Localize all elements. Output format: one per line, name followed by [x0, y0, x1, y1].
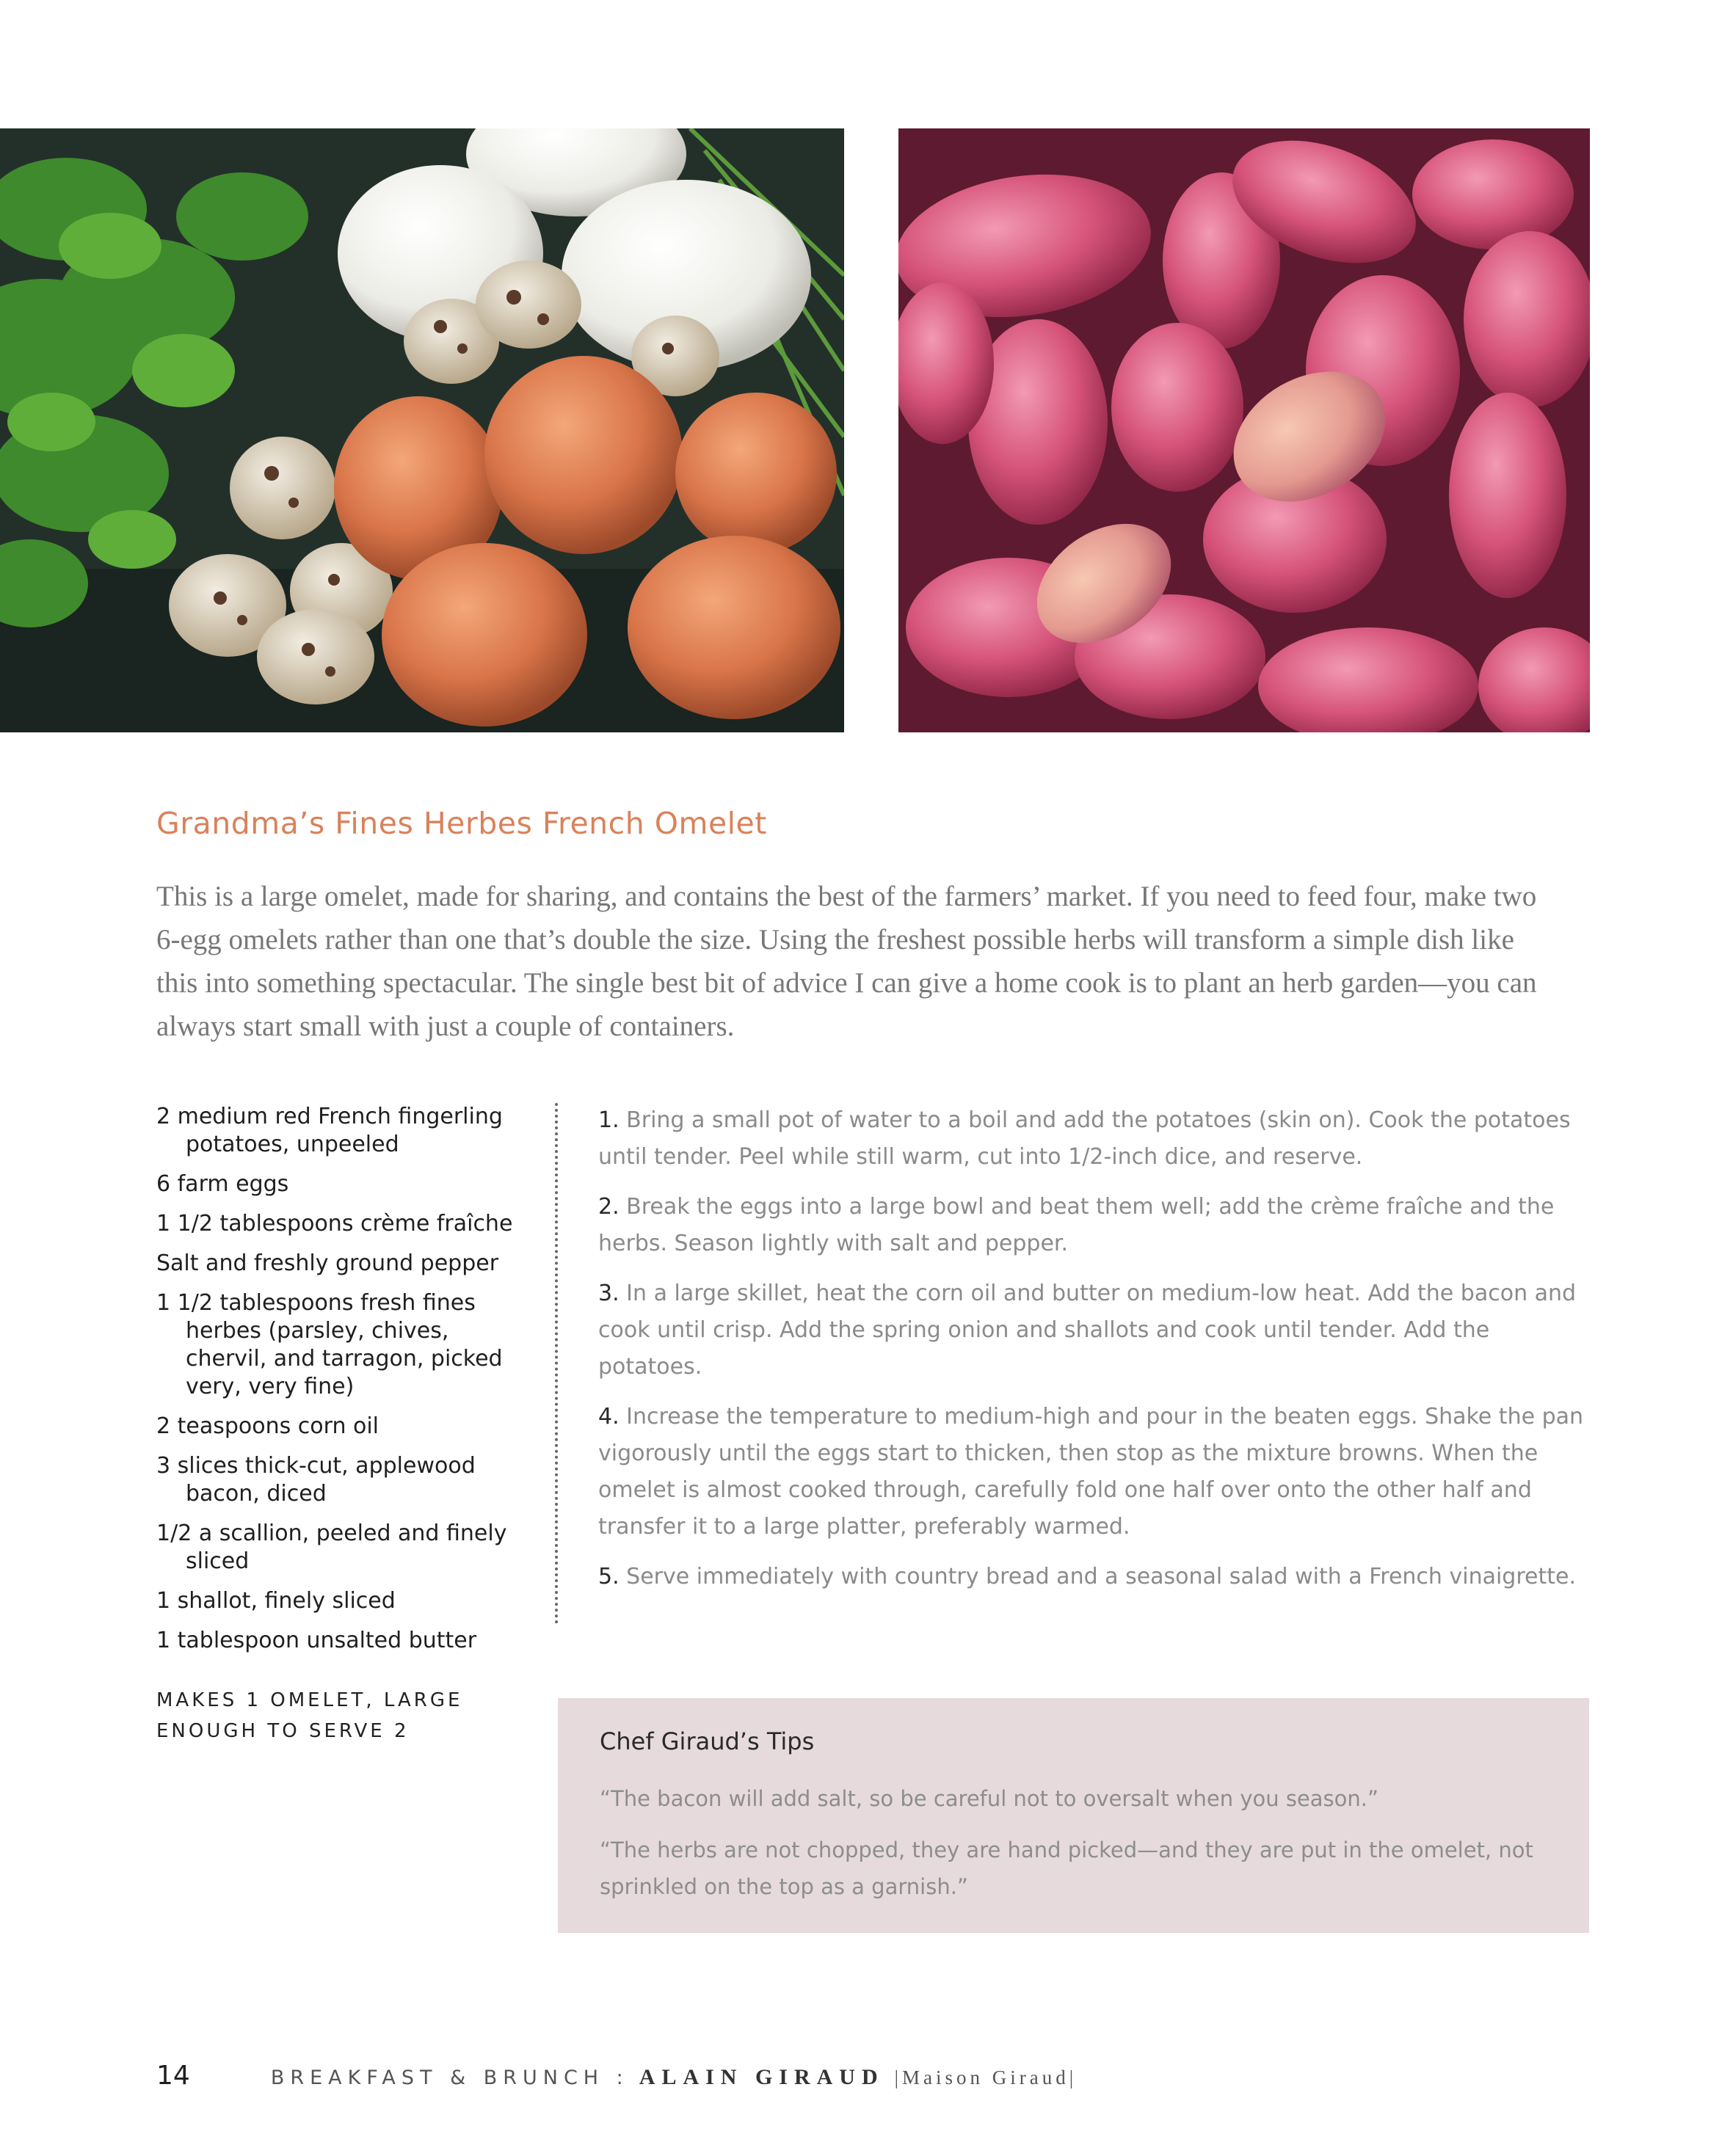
running-head-author: ALAIN GIRAUD [639, 2065, 884, 2089]
ingredient-item: 1 1/2 tablespoons fresh fines herbes (parsley, chives, chervil, and tarragon, picked very, very fine) [156, 1290, 503, 1399]
step-text: Bring a small pot of water to a boil and add the potatoes (skin on). Cook the potatoes until tender. Peel while still warm, cut into 1/2-inch dice, and reserve. [598, 1107, 1571, 1170]
ingredient-item: 1 1/2 tablespoons crème fraîche [156, 1211, 513, 1237]
page-number: 14 [156, 2061, 190, 2091]
ingredient-item: 3 slices thick-cut, applewood bacon, diced [156, 1453, 476, 1507]
ingredient-item: 6 farm eggs [156, 1171, 289, 1197]
ingredient-item: 1/2 a scallion, peeled and finely sliced [156, 1521, 507, 1574]
step-number: 5. [598, 1564, 620, 1589]
step-text: Serve immediately with country bread and a seasonal salad with a French vinaigrette. [626, 1564, 1576, 1589]
method-step [598, 1275, 1593, 1385]
method-step [598, 1399, 1593, 1545]
chef-tips-box [558, 1698, 1589, 1933]
recipe-yield: MAKES 1 OMELET, LARGE ENOUGH TO SERVE 2 [156, 1689, 463, 1742]
red-potatoes-photo [898, 128, 1590, 732]
eggs-and-herbs-photo [0, 128, 844, 732]
ingredient-item: 2 teaspoons corn oil [156, 1413, 379, 1439]
method-step [598, 1559, 1593, 1595]
ingredient-item: 1 tablespoon unsalted butter [156, 1628, 477, 1653]
ingredient-item: Salt and freshly ground pepper [156, 1250, 499, 1276]
step-number: 1. [598, 1107, 620, 1133]
step-text: Increase the temperature to medium-high and pour in the beaten eggs. Shake the pan vigorously until the eggs start to thicken, then stop as the mixture browns. When the omelet is almost cooked through, carefully fold one half over onto the other half and transfer it to a large platter, preferably warmed. [598, 1404, 1584, 1540]
step-text: In a large skillet, heat the corn oil and butter on medium-low heat. Add the bacon and cook until crisp. Add the spring onion and shallots and cook until tender. Add the potatoes. [598, 1281, 1577, 1380]
step-number: 4. [598, 1404, 620, 1430]
method-step [598, 1189, 1593, 1262]
step-text: Break the eggs into a large bowl and beat them well; add the crème fraîche and the herbs. Season lightly with salt and pepper. [598, 1194, 1555, 1256]
tip-item: “The bacon will add salt, so be careful not to oversalt when you season.” [600, 1786, 1379, 1811]
method-steps [598, 1102, 1593, 1609]
recipe-title: Grandma’s Fines Herbes French Omelet [156, 806, 767, 841]
column-divider [555, 1103, 558, 1624]
running-head-restaurant: |Maison Giraud| [894, 2066, 1078, 2088]
step-number: 2. [598, 1194, 620, 1220]
running-head-section: BREAKFAST & BRUNCH : [270, 2066, 629, 2089]
method-step [598, 1102, 1593, 1176]
ingredient-item: 1 shallot, finely sliced [156, 1588, 396, 1614]
page-footer [156, 2061, 1077, 2091]
ingredient-list [156, 1103, 531, 1667]
recipe-intro: This is a large omelet, made for sharing, and contains the best of the farmers’ market. If you need to feed four, make two 6-egg omelets rather than one that’s double the size. Using the freshest possible herbs will transform a simple dish like this into something spectacular. The single best bit of advice I can give a home cook is to plant an herb garden—you can always start small with just a couple of containers. [156, 881, 1537, 1042]
ingredient-item: 2 medium red French fingerling potatoes, unpeeled [156, 1104, 503, 1157]
tip-item: “The herbs are not chopped, they are hand picked—and they are put in the omelet, not sprinkled on the top as a garnish.” [600, 1838, 1533, 1899]
step-number: 3. [598, 1281, 620, 1306]
tips-title: Chef Giraud’s Tips [600, 1727, 815, 1755]
